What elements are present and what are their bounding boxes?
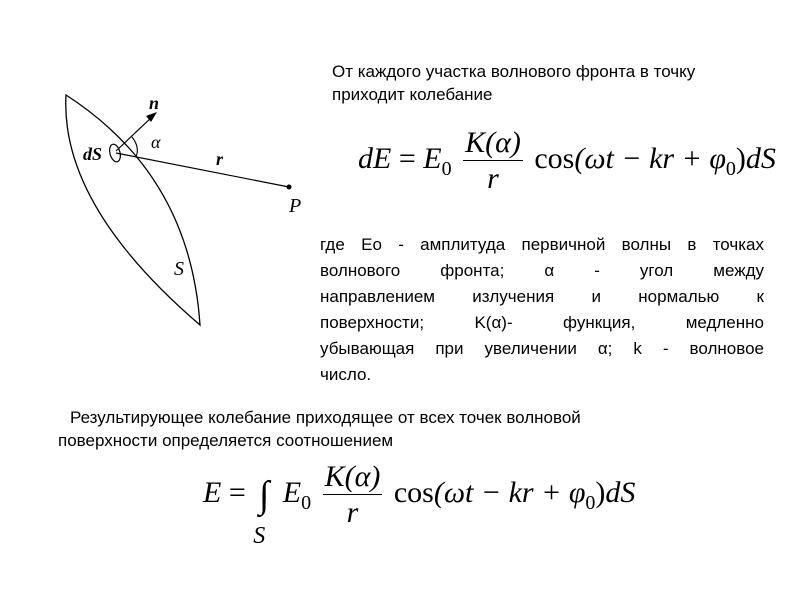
formula2-lhs: E	[203, 475, 222, 509]
description-line: направлением излучения и нормалью к	[320, 287, 764, 306]
formula2-phi-sub: 0	[585, 491, 596, 514]
formula1-eq: =	[398, 141, 416, 175]
formula2-numerator: K(α)	[324, 460, 381, 493]
label-ds: dS	[83, 144, 103, 164]
formula2-ds: dS	[605, 475, 636, 509]
result-text	[58, 406, 702, 452]
description-line: число.	[320, 365, 372, 384]
intro-line-1: От каждого участка волнового фронта в точку	[332, 62, 696, 81]
normal-vector-line	[116, 116, 153, 151]
integral-limit: S	[253, 523, 266, 549]
formula2-close: )	[595, 475, 606, 509]
integral-symbol: ∫	[259, 474, 270, 516]
formula2-e0: E	[282, 475, 302, 509]
description-line: где Eo - амплитуда первичной волны в точках	[320, 235, 764, 254]
formula1-lhs: dE	[358, 141, 392, 175]
distance-line-r	[116, 153, 289, 187]
formula1-cos: cos	[534, 141, 575, 175]
description-line: поверхности; K(α)- функция, медленно	[320, 313, 764, 332]
formula1-phi-sub: 0	[725, 157, 736, 180]
description-line: волнового фронта; α - угол между	[320, 261, 764, 280]
description-text	[320, 232, 764, 388]
label-p: P	[289, 195, 302, 217]
formula2-fraction	[323, 462, 383, 528]
formula-e-integral	[203, 460, 636, 549]
wavefront-diagram	[50, 85, 330, 335]
result-line-2: поверхности определяется соотношением	[58, 431, 394, 450]
formula1-e0-sub: 0	[441, 157, 452, 180]
formula2-denominator: r	[346, 496, 359, 529]
formula-de	[358, 128, 776, 194]
formula1-denominator: r	[487, 162, 499, 195]
formula2-args: (ωt − kr + φ	[433, 475, 586, 509]
label-r: r	[216, 149, 224, 169]
formula2-e0-sub: 0	[301, 491, 312, 514]
formula1-fraction	[463, 128, 523, 194]
integral-sign	[253, 474, 275, 549]
formula1-args: (ωt − kr + φ	[574, 141, 726, 175]
label-alpha: α	[151, 132, 161, 152]
wavefront-surface-outline	[66, 95, 200, 325]
intro-line-2: приходит колебание	[332, 85, 493, 104]
description-line: убывающая при увеличении α; k - волновое	[320, 339, 764, 358]
result-line-1: Результирующее колебание приходящее от всех точек волновой	[70, 408, 581, 427]
formula2-cos: cos	[393, 475, 434, 509]
label-s: S	[174, 258, 184, 280]
formula1-numerator: K(α)	[465, 126, 521, 159]
surface-element-ds	[108, 143, 122, 163]
formula2-eq: =	[228, 475, 246, 509]
label-n: n	[149, 93, 160, 113]
formula1-e0: E	[423, 141, 442, 175]
formula1-ds: dS	[745, 141, 776, 175]
formula1-close: )	[735, 141, 746, 175]
intro-text	[332, 60, 772, 106]
point-p-dot	[287, 185, 292, 190]
